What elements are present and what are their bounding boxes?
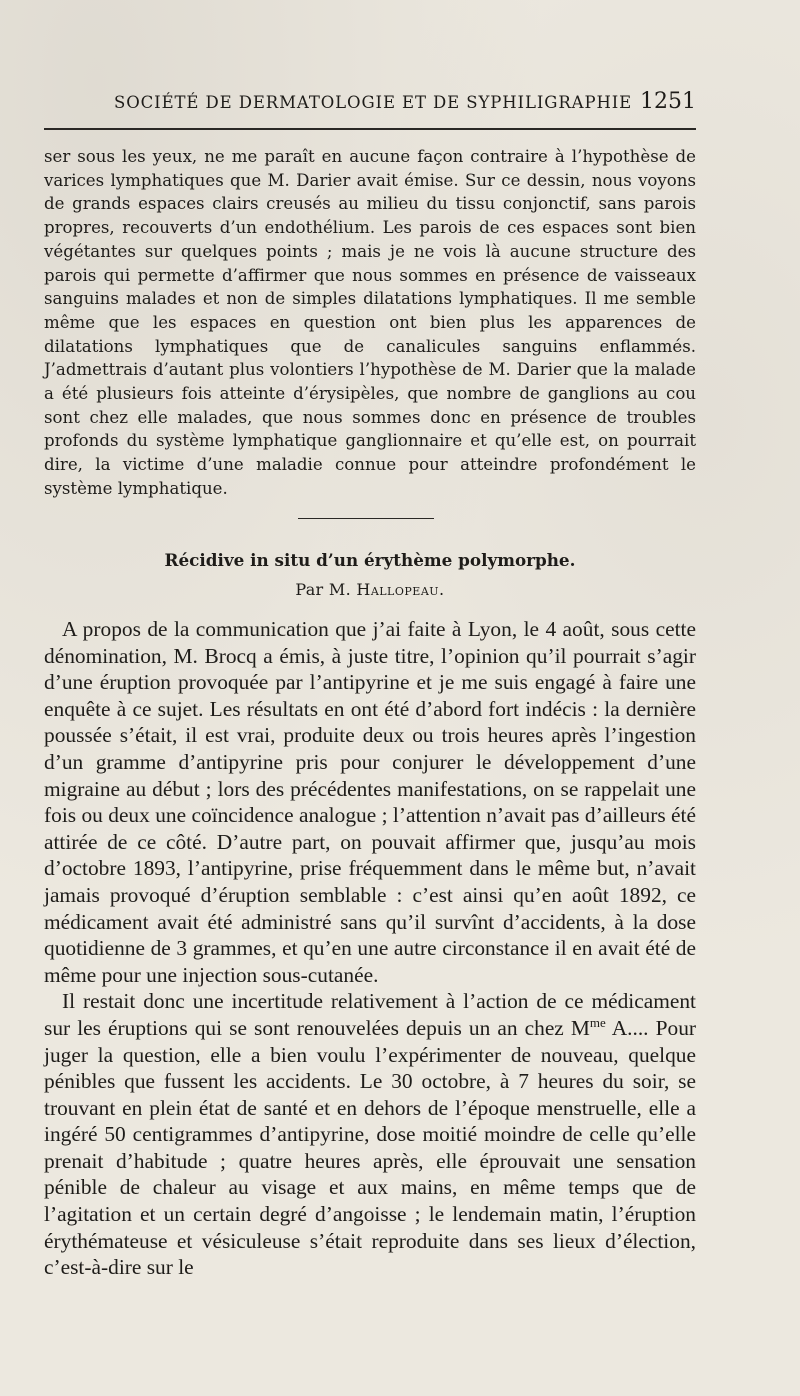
- article-title: Récidive in situ d’un érythème polymorphe.: [164, 550, 576, 570]
- running-title: SOCIÉTÉ DE DERMATOLOGIE ET DE SYPHILIGRAPHIE: [114, 93, 633, 112]
- paragraph2-rest: A.... Pour juger la question, elle a bien voulu l’expérimenter de nouveau, quelque pénibles que fussent les accidents. Le 30 octobre, à 7 heures du soir, se trouvant en plein état de santé et en dehors de l’époque menstruelle, elle a ingéré 50 centigrammes d’antipyrine, dose moitié moindre de celle qu’elle prenait d’habitude ; quatre heures après, elle éprouvait une sensation pénible de chaleur au visage et aux mains, en même temps que de l’agitation et un certain degré d’angoisse ; le lendemain matin, l’éruption érythémateuse et vésiculeuse s’était reproduite dans ses lieux d’élection, c’est-à-dire sur le: [44, 1015, 697, 1280]
- intro-paragraph: ser sous les yeux, ne me paraît en aucune façon contraire à l’hypothèse de varices lymphatiques que M. Darier avait émise. Sur ce dessin, nous voyons de grands espaces clairs creusés au milieu du tissu conjonctif, sans parois propres, recouverts d’un endothélium. Les parois de ces espaces sont bien végétantes sur quelques points ; mais je ne vois là aucune structure des parois qui permette d’affirmer que nous sommes en présence de vaisseaux sanguins malades et non de simples dilatations lymphatiques. Il me semble même que les espaces en question ont bien plus les apparences de dilatations lymphatiques que de canalicules sanguins enflammés. J’admettrais d’autant plus volontiers l’hypothèse de M. Darier que la malade a été plusieurs fois atteinte d’érysipèles, que nombre de ganglions au cou sont chez elle malades, que nous sommes donc en présence de troubles profonds du système lymphatique ganglionnaire et qu’elle est, on pourrait dire, la victime d’une maladie connue pour atteindre profondément le système lymphatique.: [44, 147, 696, 498]
- previous-article-text: [44, 145, 696, 501]
- body-paragraph-1: A propos de la communication que j’ai faite à Lyon, le 4 août, sous cette dénomination, M. Brocq a émis, à juste titre, l’opinion qu’il pourrait s’agir d’une éruption provoquée par l’antipyrine et je me suis engagé à faire une enquête à ce sujet. Les résultats en ont été d’abord fort indécis : la dernière poussée s’était, il est vrai, produite deux ou trois heures après l’ingestion d’un gramme d’antipyrine pris pour conjurer le développement d’une migraine au début ; lors des précédentes manifestations, on se rappelait une fois ou deux une coïncidence analogue ; l’attention n’avait pas d’ailleurs été attirée de ce côté. D’autre part, on pouvait affirmer que, jusqu’au mois d’octobre 1893, l’antipyrine, prise fréquemment dans le même but, n’avait jamais provoqué d’éruption semblable : c’est ainsi qu’en août 1892, ce médicament avait été administré sans qu’il survînt d’accidents, à la dose quotidienne de 3 grammes, et qu’en une autre circonstance il en avait été de même pour une injection sous-cutanée.: [44, 617, 696, 987]
- section-separator: [298, 518, 434, 519]
- byline: [44, 580, 696, 599]
- running-header: [114, 89, 696, 114]
- title-abbrev-sup: me: [589, 1014, 606, 1030]
- byline-prefix: Par M.: [295, 580, 351, 599]
- page-number: 1251: [640, 89, 696, 114]
- article-body: [44, 616, 696, 1281]
- paragraph2-start: Il restait donc une incertitude relativement à l’action de ce médicament sur les éruptions qui se sont renouvelées depuis un an chez M: [44, 989, 696, 1040]
- header-rule: [44, 128, 696, 130]
- body-paragraph-2: [44, 988, 696, 1281]
- author-name: Hallopeau.: [356, 580, 445, 599]
